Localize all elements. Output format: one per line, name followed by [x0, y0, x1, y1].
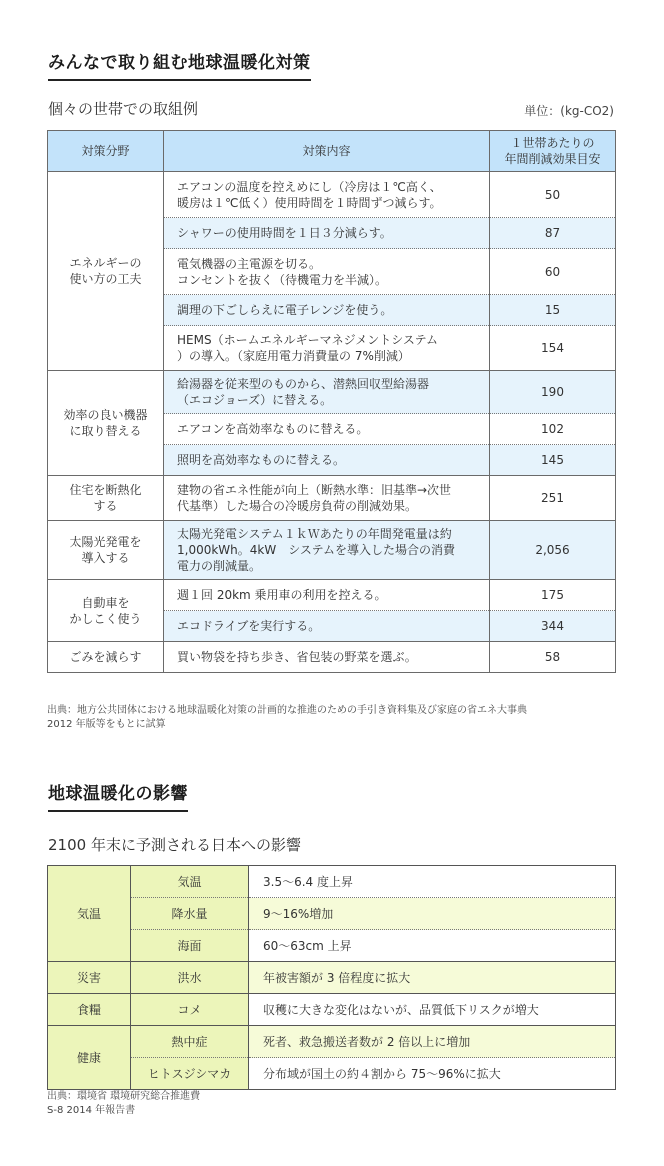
measure-description: 給湯器を従来型のものから、潜熱回収型給湯器 （エコジョーズ）に替える。 — [164, 371, 490, 414]
section1-source: 出典：地方公共団体における地球温暖化対策の計画的な推進のための手引き資料集及び家庭の省エネ大事典 2012 年版等をもとに試算 — [47, 705, 527, 730]
category-cell: 自動車を かしこく使う — [48, 580, 164, 642]
impact-effect: 分布域が国土の約４割から 75〜96%に拡大 — [249, 1058, 616, 1090]
impact-effect: 死者、救急搬送者数が 2 倍以上に増加 — [249, 1026, 616, 1058]
impact-item: 気温 — [131, 866, 249, 898]
measure-description: 調理の下ごしらえに電子レンジを使う。 — [164, 295, 490, 326]
impact-effect: 収穫に大きな変化はないが、品質低下リスクが増大 — [249, 994, 616, 1026]
measure-description: シャワーの使用時間を１日３分減らす。 — [164, 218, 490, 249]
reduction-value: 102 — [490, 414, 616, 445]
section2-subtitle: 2100 年末に予測される日本への影響 — [48, 836, 301, 854]
impact-item: コメ — [131, 994, 249, 1026]
measure-description: 電気機器の主電源を切る。 コンセントを抜く（待機電力を半減）。 — [164, 249, 490, 295]
table-row — [48, 898, 616, 930]
section2-title: 地球温暖化の影響 — [48, 779, 188, 812]
reduction-value: 344 — [490, 611, 616, 642]
measure-description: 建物の省エネ性能が向上（断熱水準：旧基準→次世 代基準）した場合の冷暖房負荷の削減効果。 — [164, 476, 490, 521]
reduction-value: 145 — [490, 445, 616, 476]
reduction-value: 58 — [490, 642, 616, 673]
table-row — [48, 172, 616, 218]
reduction-value: 15 — [490, 295, 616, 326]
table-row — [48, 371, 616, 414]
table-row — [48, 580, 616, 611]
measure-description: 太陽光発電システム１ｋＷあたりの年間発電量は約 1,000kWh。4kW システムを導入した場合の消費 電力の削減量。 — [164, 521, 490, 580]
reduction-value: 2,056 — [490, 521, 616, 580]
impact-effect: 年被害額が 3 倍程度に拡大 — [249, 962, 616, 994]
table-row — [48, 1058, 616, 1090]
table-row — [48, 994, 616, 1026]
header-category: 対策分野 — [48, 131, 164, 172]
header-effect: １世帯あたりの 年間削減効果目安 — [490, 131, 616, 172]
reduction-value: 175 — [490, 580, 616, 611]
measure-description: HEMS（ホームエネルギーマネジメントシステム ）の導入。（家庭用電力消費量の 7%削減） — [164, 326, 490, 371]
impact-item: 降水量 — [131, 898, 249, 930]
reduction-value: 50 — [490, 172, 616, 218]
table-row — [48, 476, 616, 521]
impact-category: 健康 — [48, 1026, 131, 1090]
reduction-value: 87 — [490, 218, 616, 249]
table-row — [48, 930, 616, 962]
impact-item: 洪水 — [131, 962, 249, 994]
impact-effect: 60〜63cm 上昇 — [249, 930, 616, 962]
category-cell: 住宅を断熱化 する — [48, 476, 164, 521]
table-row — [48, 962, 616, 994]
impact-effect: 3.5〜6.4 度上昇 — [249, 866, 616, 898]
impact-table — [47, 865, 616, 1090]
measure-description: エアコンを高効率なものに替える。 — [164, 414, 490, 445]
measure-description: 買い物袋を持ち歩き、省包装の野菜を選ぶ。 — [164, 642, 490, 673]
table-row — [48, 1026, 616, 1058]
table-row — [48, 866, 616, 898]
reduction-value: 154 — [490, 326, 616, 371]
impact-item: 熱中症 — [131, 1026, 249, 1058]
header-content: 対策内容 — [164, 131, 490, 172]
category-cell: 効率の良い機器 に取り替える — [48, 371, 164, 476]
impact-item: 海面 — [131, 930, 249, 962]
impact-category: 食糧 — [48, 994, 131, 1026]
table-row — [48, 521, 616, 580]
unit-label: 単位：(kg-CO2) — [524, 104, 614, 118]
category-cell: エネルギーの 使い方の工夫 — [48, 172, 164, 371]
reduction-value: 190 — [490, 371, 616, 414]
countermeasures-table — [47, 130, 616, 673]
category-cell: 太陽光発電を 導入する — [48, 521, 164, 580]
impact-category: 災害 — [48, 962, 131, 994]
section1-subtitle: 個々の世帯での取組例 — [48, 100, 199, 118]
category-cell: ごみを減らす — [48, 642, 164, 673]
measure-description: 照明を高効率なものに替える。 — [164, 445, 490, 476]
measure-description: エアコンの温度を控えめにし（冷房は１℃高く、 暖房は１℃低く）使用時間を１時間ずつ減らす。 — [164, 172, 490, 218]
impact-category: 気温 — [48, 866, 131, 962]
measure-description: エコドライブを実行する。 — [164, 611, 490, 642]
reduction-value: 60 — [490, 249, 616, 295]
table-row — [48, 642, 616, 673]
impact-item: ヒトスジシマカ — [131, 1058, 249, 1090]
measure-description: 週１回 20km 乗用車の利用を控える。 — [164, 580, 490, 611]
section2-source: 出典：環境省 環境研究総合推進費 S-8 2014 年報告書 — [47, 1091, 201, 1116]
reduction-value: 251 — [490, 476, 616, 521]
impact-effect: 9〜16%増加 — [249, 898, 616, 930]
section1-title: みんなで取り組む地球温暖化対策 — [48, 48, 311, 81]
